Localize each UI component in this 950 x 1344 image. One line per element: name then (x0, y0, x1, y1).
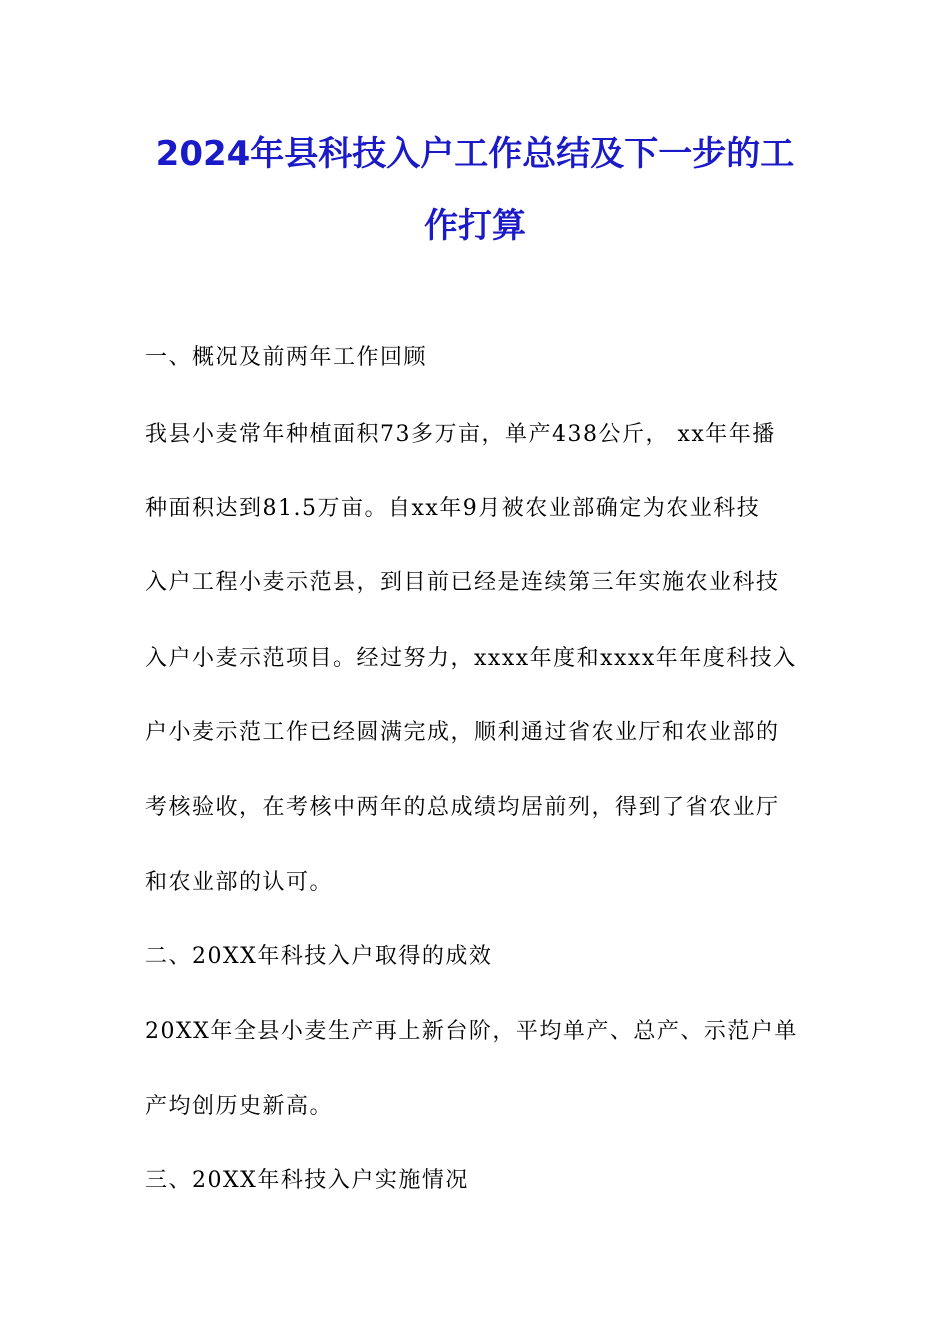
paragraph-line: 和农业部的认可。 (145, 870, 334, 895)
section-heading-2: 二、20XX年科技入户取得的成效 (145, 944, 493, 969)
paragraph-line: 考核验收，在考核中两年的总成绩均居前列，得到了省农业厅 (145, 795, 780, 820)
section-heading-1: 一、概况及前两年工作回顾 (145, 345, 428, 370)
paragraph-line: 户小麦示范工作已经圆满完成，顺利通过省农业厅和农业部的 (145, 720, 780, 745)
paragraph-line: 产均创历史新高。 (145, 1094, 334, 1119)
paragraph-line: 我县小麦常年种植面积73多万亩，单产438公斤， xx年年播 (145, 422, 776, 447)
paragraph-line: 种面积达到81.5万亩。自xx年9月被农业部确定为农业科技 (145, 496, 761, 521)
document-title-line-1: 2024年县科技入户工作总结及下一步的工 (155, 134, 795, 174)
document-title-line-2: 作打算 (424, 206, 526, 246)
paragraph-line: 入户小麦示范项目。经过努力，xxxx年度和xxxx年年度科技入 (145, 646, 797, 671)
section-heading-3: 三、20XX年科技入户实施情况 (145, 1168, 469, 1193)
paragraph-line: 20XX年全县小麦生产再上新台阶，平均单产、总产、示范户单 (145, 1019, 798, 1044)
paragraph-line: 入户工程小麦示范县，到目前已经是连续第三年实施农业科技 (145, 570, 780, 595)
